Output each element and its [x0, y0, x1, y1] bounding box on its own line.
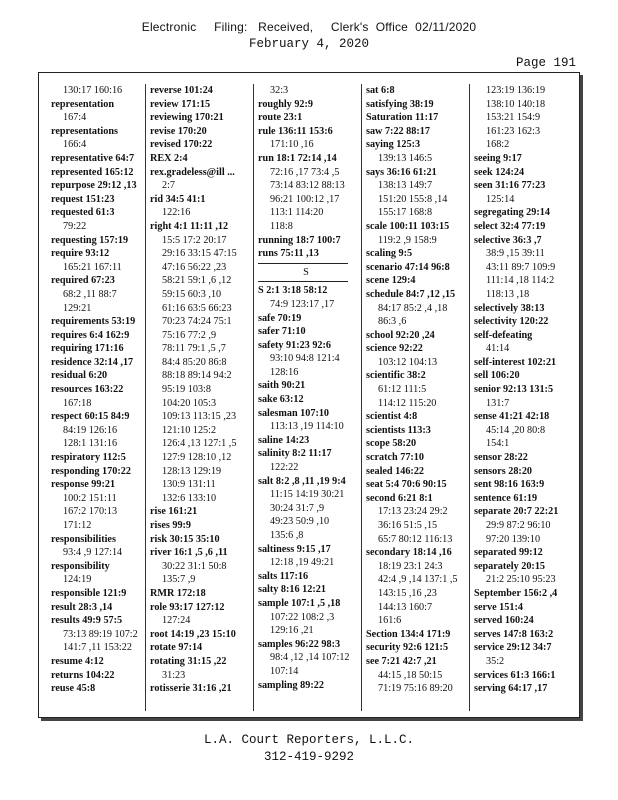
index-entry: representative 64:7 [51, 152, 135, 164]
index-entry-continuation: 100:2 151:11 [63, 492, 117, 504]
index-entry-continuation: 71:19 75:16 89:20 [378, 683, 453, 695]
index-entry-continuation: 141:7 ,11 153:22 [63, 642, 132, 654]
index-entry-continuation: 123:19 136:19 [486, 85, 546, 96]
index-entry-continuation: 84:4 85:20 86:8 [162, 356, 227, 368]
index-entry-continuation: 129:16 ,21 [270, 625, 314, 637]
index-entry: rid 34:5 41:1 [150, 193, 206, 205]
index-entry-continuation: 122:16 [162, 207, 191, 219]
index-entry: seen 31:16 77:23 [474, 180, 546, 192]
index-entry-continuation: 47:16 56:22 ,23 [162, 261, 227, 273]
index-entry-continuation: 97:20 139:10 [486, 533, 541, 545]
index-entry: saline 14:23 [258, 434, 310, 446]
index-entry-continuation: 171:12 [63, 520, 92, 531]
index-entry-continuation: 2:7 [162, 180, 176, 192]
index-entry: responsibilities [51, 533, 116, 545]
reporter-company: L.A. Court Reporters, L.L.C. [203, 733, 415, 747]
index-entry-continuation: 122:22 [270, 462, 299, 474]
index-entry-continuation: 165:21 167:11 [63, 261, 122, 273]
index-entry: results 49:9 57:5 [51, 615, 123, 627]
index-entry: saying 125:3 [366, 139, 421, 151]
index-entry: requesting 157:19 [51, 234, 129, 246]
index-entry: running 18:7 100:7 [258, 234, 341, 246]
index-entry-continuation: 42:4 ,9 ,14 137:1 ,5 [378, 574, 458, 586]
index-entry-continuation: 15:5 17:2 20:17 [162, 234, 227, 246]
index-entry: sat 6:8 [366, 85, 395, 96]
index-entry: selectivity 120:22 [474, 316, 549, 328]
index-entry-continuation: 118:8 [270, 220, 293, 232]
index-entry: S 2:1 3:18 58:12 [258, 285, 328, 297]
index-entry: salt 8:2 ,8 ,11 ,19 9:4 [258, 475, 346, 487]
index-entry-continuation: 167:18 [63, 397, 92, 409]
index-entry-continuation: 107:22 108:2 ,3 [270, 611, 335, 623]
index-entry: samples 96:22 98:3 [258, 638, 341, 650]
index-entry: seat 5:4 70:6 90:15 [366, 479, 447, 491]
index-entry: requiring 171:16 [51, 343, 124, 355]
index-entry: review 171:15 [150, 98, 211, 110]
index-entry-continuation: 96:21 100:12 ,17 [270, 193, 340, 205]
index-entry-continuation: 93:4 ,9 127:14 [63, 547, 123, 559]
index-entry: respiratory 112:5 [51, 452, 126, 464]
index-entry: saw 7:22 88:17 [366, 125, 430, 137]
index-page-frame [38, 72, 580, 718]
index-entry: security 92:6 121:5 [366, 642, 449, 654]
index-entry: rotisserie 31:16 ,21 [150, 683, 232, 695]
index-entry: role 93:17 127:12 [150, 601, 225, 613]
index-entry: resume 4:12 [51, 655, 104, 667]
index-entry: safer 71:10 [258, 326, 306, 338]
index-entry-continuation: 135:6 ,8 [270, 530, 304, 541]
index-entry-continuation: 49:23 50:9 ,10 [270, 516, 330, 528]
index-entry-continuation: 98:4 ,12 ,14 107:12 [270, 652, 350, 664]
index-entry: serve 151:4 [474, 601, 523, 613]
index-entry: seek 124:24 [474, 166, 525, 178]
index-entry: repurpose 29:12 ,13 [51, 180, 137, 192]
index-entry: REX 2:4 [150, 152, 188, 164]
index-entry-continuation: 18:19 23:1 24:3 [378, 560, 443, 572]
index-entry: salinity 8:2 11:17 [258, 448, 332, 460]
filing-date: February 4, 2020 [248, 37, 370, 51]
reporter-phone: 312-419-9292 [263, 750, 354, 764]
index-entry: sensors 28:20 [474, 465, 533, 477]
index-entry: root 14:19 ,23 15:10 [150, 628, 236, 640]
index-entry-continuation: 104:20 105:3 [162, 397, 217, 409]
index-entry: request 151:23 [51, 193, 115, 205]
index-entry: saith 90:21 [258, 380, 306, 392]
index-entry: reuse 45:8 [51, 683, 96, 695]
index-entry: sake 63:12 [258, 394, 304, 406]
index-entry: returns 104:22 [51, 669, 115, 681]
section-letter: S [303, 266, 309, 278]
index-entry-continuation: 78:11 79:1 ,5 ,7 [162, 343, 226, 355]
index-entry-continuation: 31:23 [162, 669, 186, 681]
index-entry: says 36:16 61:21 [366, 166, 437, 178]
index-entry: response 99:21 [51, 479, 116, 491]
index-entry-continuation: 44:15 ,18 50:15 [378, 669, 443, 681]
index-entry-continuation: 35:2 [486, 655, 505, 667]
index-entry: sensor 28:22 [474, 452, 528, 464]
index-entry-continuation: 171:10 ,16 [270, 139, 314, 151]
index-entry: resources 163:22 [51, 384, 124, 396]
index-entry: rise 161:21 [150, 506, 198, 518]
index-entry: salty 8:16 12:21 [258, 584, 326, 596]
index-entry: science 92:22 [366, 343, 423, 355]
index-entry: respect 60:15 84:9 [51, 411, 130, 423]
index-entry: reviewing 170:21 [150, 112, 224, 124]
index-entry: residual 6:20 [51, 370, 108, 382]
index-entry-continuation: 130:9 131:11 [162, 479, 216, 491]
index-entry: responsible 121:9 [51, 587, 127, 599]
index-entry: schedule 84:7 ,12 ,15 [366, 288, 456, 300]
index-entry: seeing 9:17 [474, 152, 522, 164]
index-entry-continuation: 29:16 33:15 47:15 [162, 248, 237, 260]
index-entry-continuation: 155:17 168:8 [378, 207, 433, 219]
index-entry: revise 170:20 [150, 125, 207, 137]
index-entry: see 7:21 42:7 ,21 [366, 655, 437, 667]
index-entry: sampling 89:22 [258, 679, 324, 691]
section-rule [258, 263, 348, 264]
index-entry: scientists 113:3 [366, 424, 431, 436]
index-entry: runs 75:11 ,13 [258, 248, 319, 260]
index-entry-continuation: 129:21 [63, 302, 92, 314]
index-entry: river 16:1 ,5 ,6 ,11 [150, 547, 228, 559]
index-entry-continuation: 29:9 87:2 96:10 [486, 520, 551, 531]
index-entry-continuation: 38:9 ,15 39:11 [486, 248, 545, 260]
index-entry-continuation: 74:9 123:17 ,17 [270, 298, 335, 310]
index-column-4 [361, 84, 462, 711]
index-entry-continuation: 128:16 [270, 366, 299, 378]
index-entry: second 6:21 8:1 [366, 492, 433, 504]
index-entry-continuation: 11:15 14:19 30:21 [270, 489, 345, 501]
index-entry: revised 170:22 [150, 139, 213, 151]
index-entry: scale 100:11 103:15 [366, 220, 450, 232]
index-entry: sense 41:21 42:18 [474, 411, 550, 423]
index-entry-continuation: 84:17 85:2 ,4 ,18 [378, 302, 448, 314]
index-entry: require 93:12 [51, 248, 110, 260]
index-entry-continuation: 124:19 [63, 574, 92, 586]
index-entry-continuation: 65:7 80:12 116:13 [378, 533, 453, 545]
index-entry-continuation: 139:13 146:5 [378, 152, 433, 164]
index-column-2 [145, 84, 246, 711]
index-entry-continuation: 36:16 51:5 ,15 [378, 520, 438, 531]
index-entry-continuation: 168:2 [486, 139, 510, 151]
index-entry: scene 129:4 [366, 275, 416, 287]
index-entry: rex.gradeless@ill ... [150, 166, 235, 178]
index-entry: route 23:1 [258, 112, 303, 124]
index-entry-continuation: 88:18 89:14 94:2 [162, 370, 232, 382]
index-entry-continuation: 131:7 [486, 397, 510, 409]
index-entry: sample 107:1 ,5 ,18 [258, 597, 341, 609]
index-entry: service 29:12 34:7 [474, 642, 552, 654]
index-entry-continuation: 143:15 ,16 ,23 [378, 587, 437, 599]
page-number: Page 191 [515, 56, 576, 70]
index-entry: scientist 4:8 [366, 411, 418, 423]
index-entry: sell 106:20 [474, 370, 520, 382]
index-entry-continuation: 138:13 149:7 [378, 180, 433, 192]
index-entry: self-defeating [474, 329, 533, 341]
index-entry-continuation: 58:21 59:1 ,6 ,12 [162, 275, 232, 287]
index-entry-continuation: 45:14 ,20 80:8 [486, 424, 546, 436]
index-entry: RMR 172:18 [150, 587, 206, 599]
index-entry-continuation: 103:12 104:13 [378, 356, 438, 368]
index-entry: served 160:24 [474, 615, 534, 627]
index-entry: segregating 29:14 [474, 207, 550, 219]
index-entry: residence 32:14 ,17 [51, 356, 134, 368]
index-entry: serving 64:17 ,17 [474, 683, 548, 695]
index-entry: scratch 77:10 [366, 452, 424, 464]
index-entry-continuation: 41:14 [486, 343, 510, 355]
index-entry-continuation: 135:7 ,9 [162, 574, 196, 586]
index-entry: Section 134:4 171:9 [366, 628, 451, 640]
index-entry-continuation: 121:10 125:2 [162, 424, 217, 436]
index-entry: sentence 61:19 [474, 492, 538, 504]
index-entry: salesman 107:10 [258, 407, 330, 419]
index-entry-continuation: 113:1 114:20 [270, 207, 324, 219]
index-entry-continuation: 30:24 31:7 ,9 [270, 502, 325, 514]
index-entry-continuation: 84:19 126:16 [63, 424, 118, 436]
index-entry: rule 136:11 153:6 [258, 125, 333, 137]
index-entry: representations [51, 125, 118, 137]
index-entry-continuation: 17:13 23:24 29:2 [378, 506, 448, 518]
index-entry-continuation: 75:16 77:2 ,9 [162, 329, 217, 341]
index-entry: requirements 53:19 [51, 316, 136, 328]
index-entry: reverse 101:24 [150, 85, 213, 96]
index-entry: represented 165:12 [51, 166, 134, 178]
index-entry: sealed 146:22 [366, 465, 425, 477]
index-entry: separate 20:7 22:21 [474, 506, 559, 518]
index-entry: scope 58:20 [366, 438, 417, 450]
index-entry-continuation: 144:13 160:7 [378, 601, 433, 613]
index-entry: required 67:23 [51, 275, 115, 287]
index-entry-continuation: 12:18 ,19 49:21 [270, 557, 335, 569]
index-entry-continuation: 111:14 ,18 114:2 [486, 275, 555, 287]
index-entry: separated 99:12 [474, 547, 543, 559]
index-entry: rotating 31:15 ,22 [150, 655, 227, 667]
index-entry-continuation: 154:1 [486, 438, 510, 450]
index-entry-continuation: 138:10 140:18 [486, 98, 546, 110]
index-entry-continuation: 95:19 103:8 [162, 384, 211, 396]
index-entry-continuation: 61:12 111:5 [378, 384, 427, 396]
index-entry: risk 30:15 35:10 [150, 533, 220, 545]
index-entry-continuation: 161:23 162:3 [486, 125, 541, 137]
filing-stamp-line: Electronic Filing: Received, Clerk's Office 02/11/2020 [141, 20, 477, 34]
index-entry-continuation: 59:15 60:3 ,10 [162, 288, 222, 300]
index-entry-continuation: 61:16 63:5 66:23 [162, 302, 232, 314]
index-entry: satisfying 38:19 [366, 98, 434, 110]
index-entry-continuation: 21:2 25:10 95:23 [486, 574, 556, 586]
index-entry: self-interest 102:21 [474, 356, 557, 368]
index-entry: responding 170:22 [51, 465, 131, 477]
index-entry-continuation: 153:21 154:9 [486, 112, 541, 124]
index-entry: sent 98:16 163:9 [474, 479, 545, 491]
index-entry: responsibility [51, 560, 110, 572]
index-entry-continuation: 167:4 [63, 112, 87, 124]
index-entry-continuation: 70:23 74:24 75:1 [162, 316, 232, 328]
index-entry: rises 99:9 [150, 520, 192, 531]
index-entry-continuation: 68:2 ,11 88:7 [63, 288, 117, 300]
index-entry: scenario 47:14 96:8 [366, 261, 450, 273]
index-entry-continuation: 132:6 133:10 [162, 492, 217, 504]
index-entry-continuation: 107:14 [270, 665, 299, 677]
index-entry-continuation: 72:16 ,17 73:4 ,5 [270, 166, 340, 178]
index-entry: right 4:1 11:11 ,12 [150, 220, 229, 232]
index-entry-continuation: 161:6 [378, 615, 402, 627]
index-entry-continuation: 167:2 170:13 [63, 506, 118, 518]
index-entry-continuation: 30:22 31:1 50:8 [162, 560, 227, 572]
index-entry: result 28:3 ,14 [51, 601, 113, 613]
index-entry: roughly 92:9 [258, 98, 314, 110]
index-entry: saltiness 9:15 ,17 [258, 543, 331, 555]
index-entry: selective 36:3 ,7 [474, 234, 542, 246]
index-entry-continuation: 166:4 [63, 139, 87, 151]
index-entry: rotate 97:14 [150, 642, 203, 654]
index-entry-continuation: 125:14 [486, 193, 515, 205]
index-entry-continuation: 128:13 129:19 [162, 465, 222, 477]
index-entry: senior 92:13 131:5 [474, 384, 554, 396]
index-entry: September 156:2 ,4 [474, 587, 558, 599]
index-entry: run 18:1 72:14 ,14 [258, 152, 337, 164]
index-entry-continuation: 127:9 128:10 ,12 [162, 452, 232, 464]
index-entry: separately 20:15 [474, 560, 546, 572]
index-entry: secondary 18:14 ,16 [366, 547, 452, 559]
index-entry: school 92:20 ,24 [366, 329, 435, 341]
index-entry-continuation: 109:13 113:15 ,23 [162, 411, 237, 423]
index-entry-continuation: 113:13 ,19 114:10 [270, 421, 344, 433]
index-entry: selectively 38:13 [474, 302, 545, 314]
index-column-5 [469, 84, 570, 711]
index-entry-continuation: 43:11 89:7 109:9 [486, 261, 556, 273]
index-entry-continuation: 128:1 131:16 [63, 438, 118, 450]
index-column-1 [51, 84, 147, 711]
index-entry-continuation: 151:20 155:8 ,14 [378, 193, 448, 205]
index-entry-continuation: 130:17 160:16 [63, 85, 123, 96]
index-entry: services 61:3 166:1 [474, 669, 556, 681]
index-entry-continuation: 114:12 115:20 [378, 397, 437, 409]
index-entry-continuation: 93:10 94:8 121:4 [270, 353, 340, 365]
index-entry: Saturation 11:17 [366, 112, 439, 124]
index-entry-continuation: 86:3 ,6 [378, 316, 407, 328]
index-entry: serves 147:8 163:2 [474, 628, 554, 640]
index-entry: safety 91:23 92:6 [258, 339, 331, 351]
index-entry-continuation: 32:3 [270, 85, 289, 96]
section-rule [258, 281, 348, 282]
index-entry-continuation: 118:13 ,18 [486, 288, 530, 300]
index-entry: safe 70:19 [258, 312, 302, 324]
index-entry-continuation: 79:22 [63, 220, 87, 232]
index-entry-continuation: 73:13 89:19 107:2 [63, 628, 138, 640]
index-entry-continuation: 119:2 ,9 158:9 [378, 234, 437, 246]
index-entry: requires 6:4 162:9 [51, 329, 130, 341]
index-entry: salts 117:16 [258, 570, 309, 582]
index-entry-continuation: 127:24 [162, 615, 191, 627]
index-entry: scientific 38:2 [366, 370, 426, 382]
index-entry-continuation: 73:14 83:12 88:13 [270, 180, 345, 192]
index-entry: representation [51, 98, 115, 110]
index-entry: select 32:4 77:19 [474, 220, 546, 232]
index-entry: requested 61:3 [51, 207, 115, 219]
index-entry-continuation: 126:4 ,13 127:1 ,5 [162, 438, 237, 450]
index-column-3 [253, 84, 354, 711]
index-entry: scaling 9:5 [366, 248, 413, 260]
